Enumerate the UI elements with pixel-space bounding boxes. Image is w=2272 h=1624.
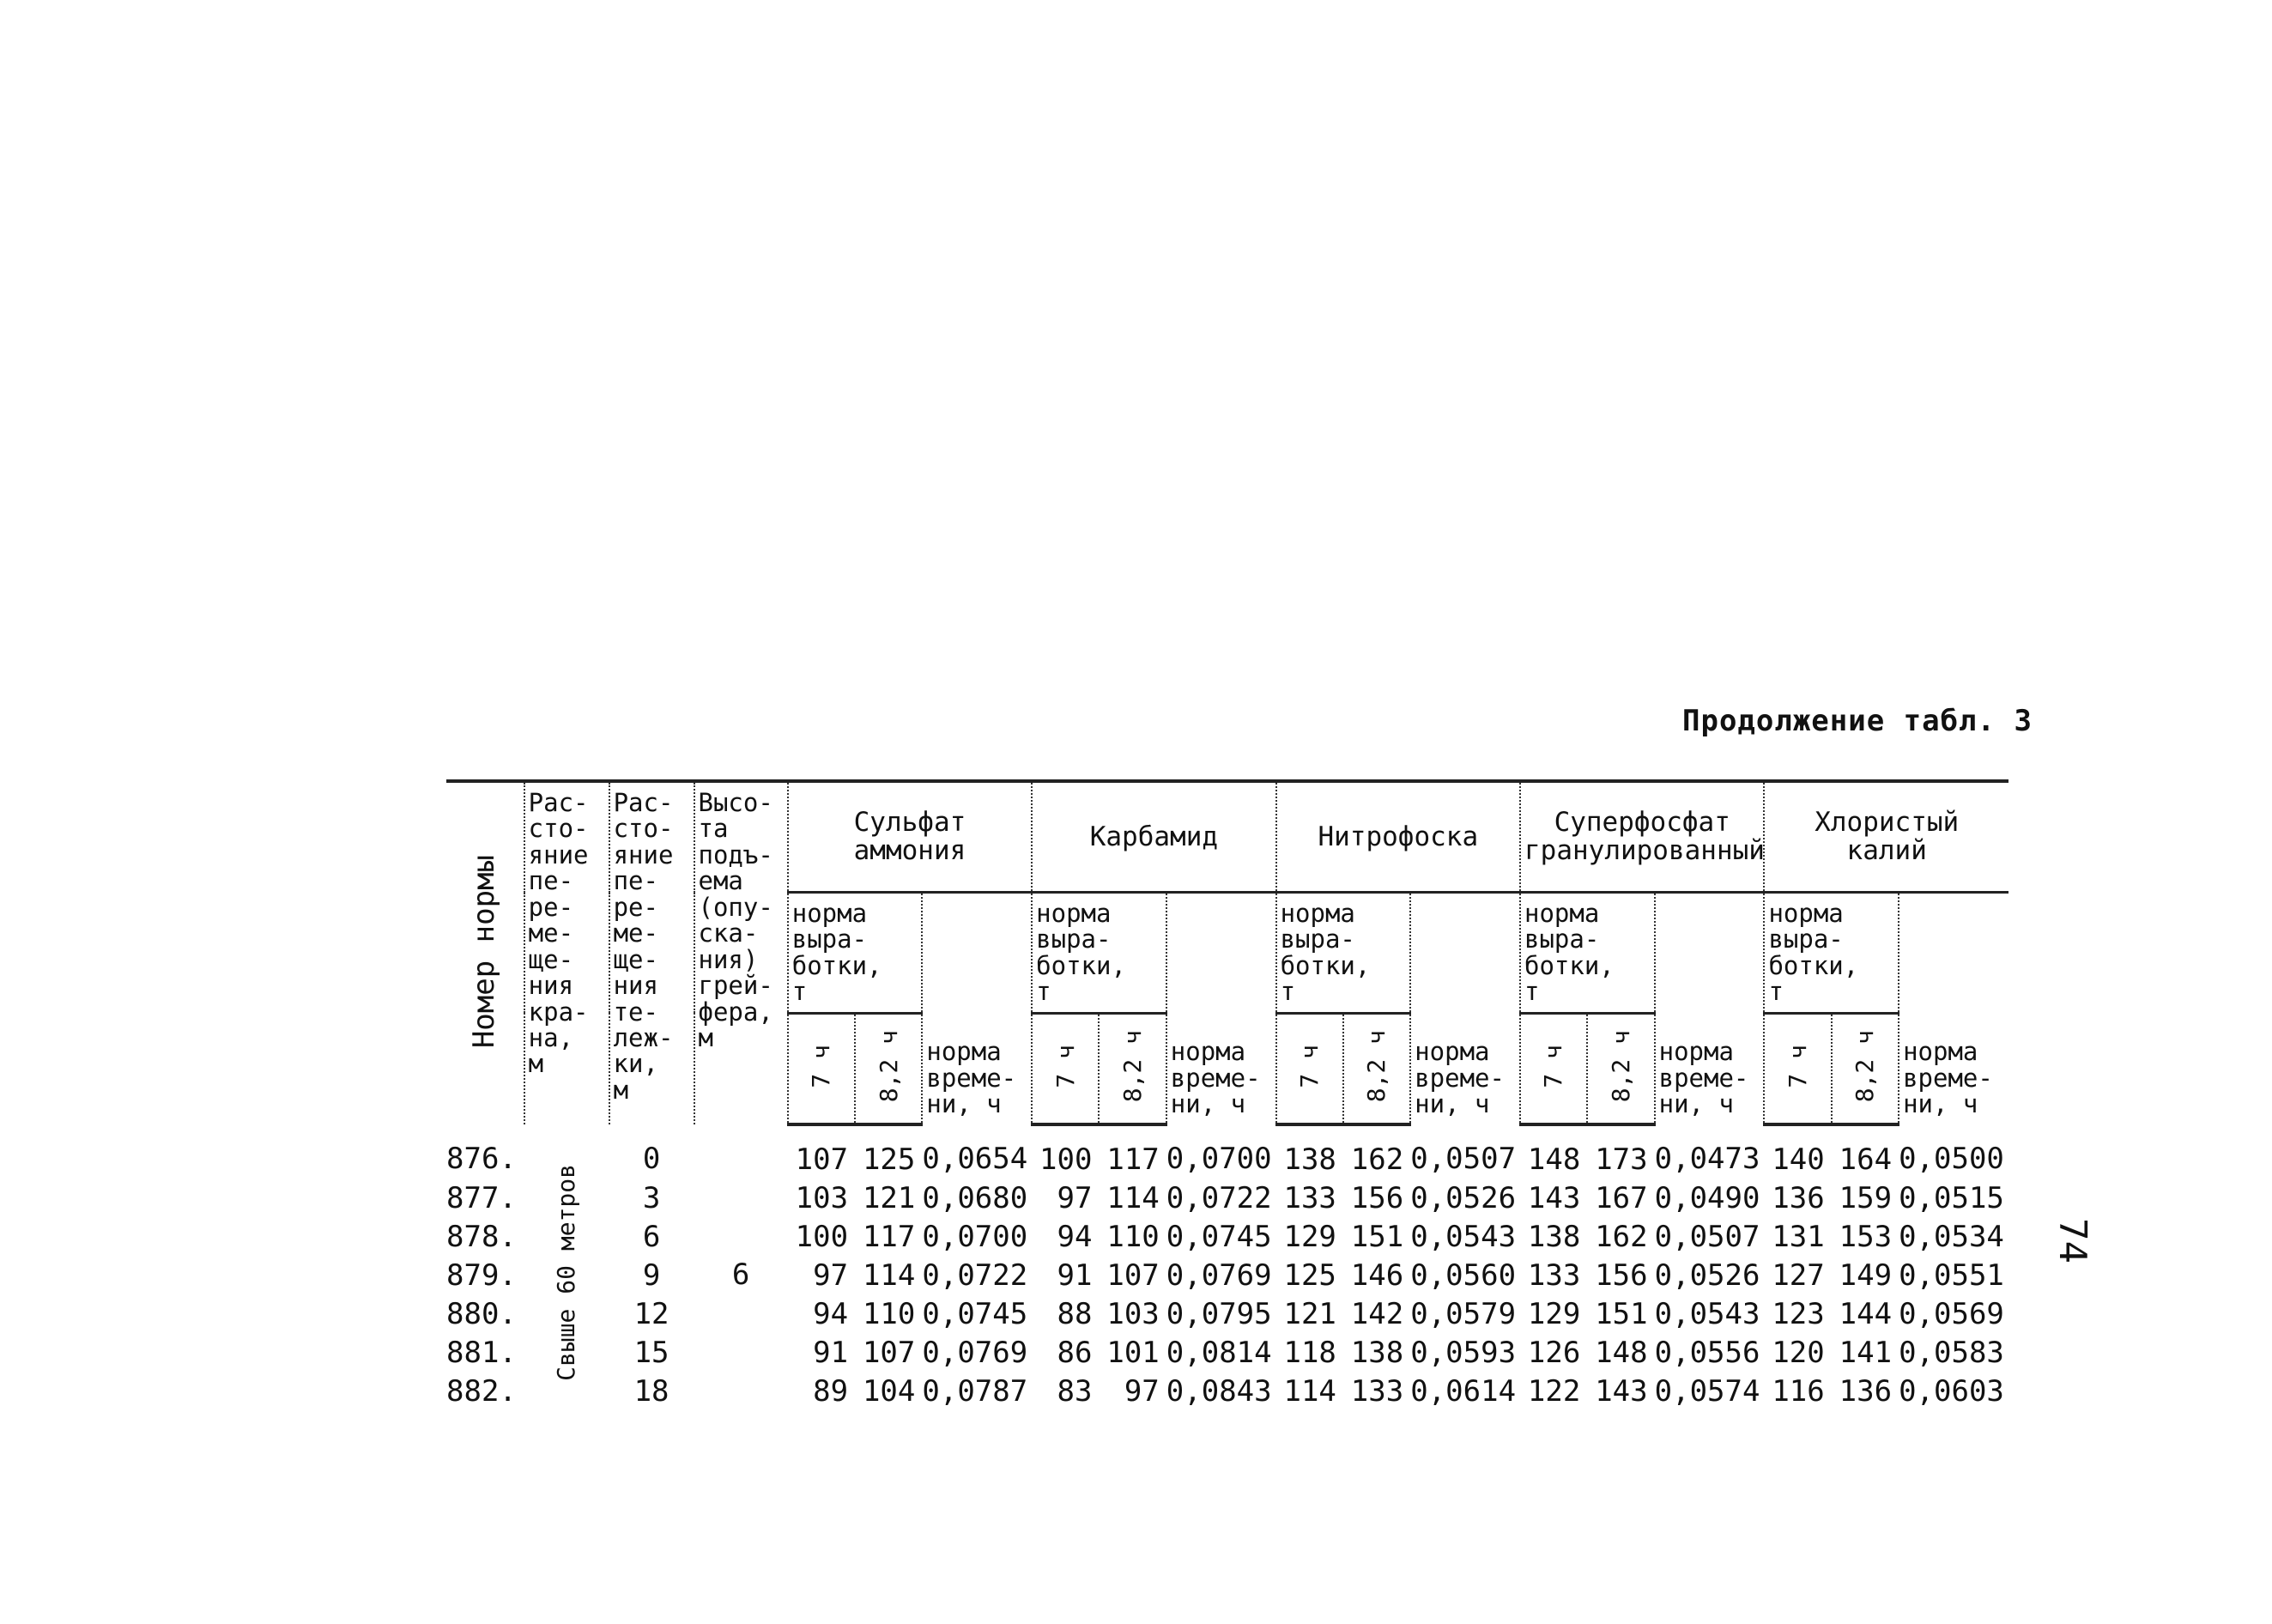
grab-height-merged-cell: 6 bbox=[731, 1257, 750, 1293]
value-cell: 0,0534 bbox=[1899, 1220, 2004, 1255]
norm-number-cell: 879. bbox=[446, 1258, 517, 1294]
page-number: 74 bbox=[2050, 1218, 2094, 1263]
subheader-time-norm: норма време- ни, ч bbox=[922, 893, 1032, 1124]
value-cell: 117 bbox=[862, 1220, 916, 1255]
value-cell: 149 bbox=[1839, 1258, 1893, 1294]
table-header bbox=[446, 781, 2008, 1124]
table-row bbox=[446, 1296, 2008, 1335]
value-cell: 162 bbox=[1350, 1142, 1404, 1178]
value-cell: 97 bbox=[1124, 1374, 1160, 1409]
value-cell: 164 bbox=[1839, 1142, 1893, 1178]
value-cell: 0,0500 bbox=[1899, 1142, 2004, 1177]
value-cell: 123 bbox=[1772, 1297, 1825, 1332]
subheader-shift-8-2h: 8,2 ч bbox=[855, 1013, 922, 1124]
value-cell: 133 bbox=[1350, 1374, 1404, 1409]
value-cell: 126 bbox=[1527, 1336, 1581, 1371]
value-cell: 0,0583 bbox=[1899, 1336, 2004, 1371]
value-cell: 83 bbox=[1057, 1374, 1093, 1409]
value-cell: 0,0526 bbox=[1410, 1181, 1517, 1216]
value-cell: 151 bbox=[1595, 1297, 1648, 1332]
table-row bbox=[446, 1373, 2008, 1412]
value-cell: 114 bbox=[1106, 1181, 1160, 1216]
value-cell: 136 bbox=[1772, 1181, 1825, 1216]
subheader-time-norm: норма време- ни, ч bbox=[1655, 893, 1765, 1124]
value-cell: 107 bbox=[795, 1142, 849, 1178]
trolley-distance-cell: 3 bbox=[642, 1181, 661, 1216]
subheader-productivity: норма выра- ботки, т bbox=[788, 893, 923, 1014]
value-cell: 89 bbox=[813, 1374, 849, 1409]
subheader-time-norm: норма време- ни, ч bbox=[1899, 893, 2008, 1124]
trolley-distance-cell: 0 bbox=[642, 1142, 661, 1177]
value-cell: 0,0769 bbox=[922, 1336, 1028, 1371]
subheader-time-norm: норма време- ни, ч bbox=[1410, 893, 1520, 1124]
subheader-productivity: норма выра- ботки, т bbox=[1764, 893, 1899, 1014]
trolley-distance-cell: 12 bbox=[633, 1297, 669, 1332]
table-row bbox=[446, 1124, 2008, 1180]
table-row bbox=[446, 1180, 2008, 1219]
value-cell: 138 bbox=[1283, 1142, 1336, 1178]
value-cell: 0,0654 bbox=[922, 1142, 1028, 1177]
value-cell: 140 bbox=[1772, 1142, 1825, 1178]
value-cell: 146 bbox=[1350, 1258, 1404, 1294]
group-nitrophoska: Нитрофоска bbox=[1276, 781, 1520, 893]
trolley-distance-cell: 18 bbox=[633, 1374, 669, 1409]
value-cell: 0,0507 bbox=[1654, 1220, 1760, 1255]
value-cell: 122 bbox=[1527, 1374, 1581, 1409]
value-cell: 121 bbox=[862, 1181, 916, 1216]
value-cell: 148 bbox=[1527, 1142, 1581, 1178]
subheader-shift-8-2h: 8,2 ч bbox=[1343, 1013, 1410, 1124]
value-cell: 121 bbox=[1283, 1297, 1336, 1332]
subheader-shift-8-2h: 8,2 ч bbox=[1587, 1013, 1654, 1124]
value-cell: 0,0543 bbox=[1654, 1297, 1760, 1332]
group-potassium-chloride: Хлористый калий bbox=[1764, 781, 2008, 893]
value-cell: 167 bbox=[1595, 1181, 1648, 1216]
value-cell: 94 bbox=[1057, 1220, 1093, 1255]
value-cell: 0,0507 bbox=[1410, 1142, 1517, 1177]
value-cell: 173 bbox=[1595, 1142, 1648, 1178]
value-cell: 104 bbox=[862, 1374, 916, 1409]
value-cell: 88 bbox=[1057, 1297, 1093, 1332]
group-superphosphate: Суперфосфат гранулированный bbox=[1520, 781, 1764, 893]
value-cell: 91 bbox=[813, 1336, 849, 1371]
value-cell: 107 bbox=[862, 1336, 916, 1371]
value-cell: 0,0614 bbox=[1410, 1374, 1517, 1409]
group-ammonium-sulfate: Сульфат аммония bbox=[788, 781, 1032, 893]
value-cell: 156 bbox=[1595, 1258, 1648, 1294]
value-cell: 114 bbox=[1283, 1374, 1336, 1409]
value-cell: 110 bbox=[862, 1297, 916, 1332]
value-cell: 148 bbox=[1595, 1336, 1648, 1371]
value-cell: 0,0551 bbox=[1899, 1258, 2004, 1294]
value-cell: 0,0603 bbox=[1899, 1374, 2004, 1409]
value-cell: 100 bbox=[1039, 1142, 1093, 1178]
subheader-productivity: норма выра- ботки, т bbox=[1520, 893, 1655, 1014]
value-cell: 0,0843 bbox=[1166, 1374, 1272, 1409]
value-cell: 138 bbox=[1527, 1220, 1581, 1255]
value-cell: 0,0769 bbox=[1166, 1258, 1272, 1294]
subheader-time-norm: норма време- ни, ч bbox=[1166, 893, 1276, 1124]
trolley-distance-cell: 15 bbox=[633, 1336, 669, 1371]
value-cell: 151 bbox=[1350, 1220, 1404, 1255]
value-cell: 142 bbox=[1350, 1297, 1404, 1332]
value-cell: 141 bbox=[1839, 1336, 1893, 1371]
value-cell: 0,0722 bbox=[922, 1258, 1028, 1294]
subheader-shift-8-2h: 8,2 ч bbox=[1099, 1013, 1166, 1124]
value-cell: 133 bbox=[1283, 1181, 1336, 1216]
value-cell: 91 bbox=[1057, 1258, 1093, 1294]
trolley-distance-cell: 6 bbox=[642, 1220, 661, 1255]
value-cell: 0,0560 bbox=[1410, 1258, 1517, 1294]
value-cell: 0,0579 bbox=[1410, 1297, 1517, 1332]
value-cell: 153 bbox=[1839, 1220, 1893, 1255]
value-cell: 0,0814 bbox=[1166, 1336, 1272, 1371]
subheader-shift-7h: 7 ч bbox=[1032, 1013, 1099, 1124]
value-cell: 100 bbox=[795, 1220, 849, 1255]
value-cell: 127 bbox=[1772, 1258, 1825, 1294]
crane-distance-label: Свыше 60 метров bbox=[552, 1163, 581, 1381]
value-cell: 136 bbox=[1839, 1374, 1893, 1409]
header-grab-height: Высо- та подъ- ема (опу- ска- ния) грей- фера, м bbox=[694, 781, 788, 1124]
subheader-shift-7h: 7 ч bbox=[1276, 1013, 1343, 1124]
norm-number-cell: 881. bbox=[446, 1336, 517, 1371]
value-cell: 0,0556 bbox=[1654, 1336, 1760, 1371]
value-cell: 0,0526 bbox=[1654, 1258, 1760, 1294]
norm-number-cell: 877. bbox=[446, 1181, 517, 1216]
value-cell: 129 bbox=[1527, 1297, 1581, 1332]
value-cell: 107 bbox=[1106, 1258, 1160, 1294]
value-cell: 0,0680 bbox=[922, 1181, 1028, 1216]
group-carbamide: Карбамид bbox=[1032, 781, 1275, 893]
value-cell: 138 bbox=[1350, 1336, 1404, 1371]
table-body bbox=[446, 1124, 2008, 1412]
value-cell: 129 bbox=[1283, 1220, 1336, 1255]
value-cell: 120 bbox=[1772, 1336, 1825, 1371]
norm-number-cell: 876. bbox=[446, 1142, 517, 1177]
value-cell: 0,0574 bbox=[1654, 1374, 1760, 1409]
norm-number-cell: 882. bbox=[446, 1374, 517, 1409]
value-cell: 110 bbox=[1106, 1220, 1160, 1255]
table-row bbox=[446, 1219, 2008, 1257]
value-cell: 125 bbox=[862, 1142, 916, 1178]
table-continuation-title: Продолжение табл. 3 bbox=[1682, 704, 2033, 738]
value-cell: 94 bbox=[813, 1297, 849, 1332]
trolley-distance-cell: 9 bbox=[642, 1258, 661, 1294]
value-cell: 133 bbox=[1527, 1258, 1581, 1294]
value-cell: 0,0490 bbox=[1654, 1181, 1760, 1216]
value-cell: 97 bbox=[813, 1258, 849, 1294]
norm-number-cell: 878. bbox=[446, 1220, 517, 1255]
value-cell: 125 bbox=[1283, 1258, 1336, 1294]
subheader-shift-7h: 7 ч bbox=[1520, 1013, 1587, 1124]
header-trolley-distance: Рас- сто- яние пе- ре- ме- ще- ния те- леж- ки, м bbox=[609, 781, 694, 1124]
crane-distance-merged-cell bbox=[524, 1124, 609, 1412]
subheader-shift-8-2h: 8,2 ч bbox=[1832, 1013, 1899, 1124]
value-cell: 86 bbox=[1057, 1336, 1093, 1371]
value-cell: 114 bbox=[862, 1258, 916, 1294]
value-cell: 103 bbox=[795, 1181, 849, 1216]
value-cell: 0,0543 bbox=[1410, 1220, 1517, 1255]
value-cell: 159 bbox=[1839, 1181, 1893, 1216]
table-row bbox=[446, 1257, 2008, 1296]
value-cell: 117 bbox=[1106, 1142, 1160, 1178]
value-cell: 0,0515 bbox=[1899, 1181, 2004, 1216]
subheader-shift-7h: 7 ч bbox=[1764, 1013, 1831, 1124]
subheader-productivity: норма выра- ботки, т bbox=[1276, 893, 1411, 1014]
value-cell: 0,0745 bbox=[1166, 1220, 1272, 1255]
value-cell: 0,0700 bbox=[1166, 1142, 1272, 1177]
value-cell: 116 bbox=[1772, 1374, 1825, 1409]
value-cell: 144 bbox=[1839, 1297, 1893, 1332]
value-cell: 0,0700 bbox=[922, 1220, 1028, 1255]
subheader-shift-7h: 7 ч bbox=[788, 1013, 855, 1124]
header-crane-distance: Рас- сто- яние пе- ре- ме- ще- ния кра- на, м bbox=[524, 781, 609, 1124]
value-cell: 0,0722 bbox=[1166, 1181, 1272, 1216]
fertilizer-norms-table bbox=[446, 779, 2008, 1412]
value-cell: 0,0473 bbox=[1654, 1142, 1760, 1177]
value-cell: 0,0787 bbox=[922, 1374, 1028, 1409]
value-cell: 101 bbox=[1106, 1336, 1160, 1371]
norm-number-cell: 880. bbox=[446, 1297, 517, 1332]
value-cell: 143 bbox=[1595, 1374, 1648, 1409]
value-cell: 131 bbox=[1772, 1220, 1825, 1255]
value-cell: 0,0745 bbox=[922, 1297, 1028, 1332]
value-cell: 97 bbox=[1057, 1181, 1093, 1216]
value-cell: 156 bbox=[1350, 1181, 1404, 1216]
header-norm-number: Номер нормы bbox=[446, 781, 524, 1124]
value-cell: 143 bbox=[1527, 1181, 1581, 1216]
value-cell: 0,0593 bbox=[1410, 1336, 1517, 1371]
table-row bbox=[446, 1335, 2008, 1373]
value-cell: 118 bbox=[1283, 1336, 1336, 1371]
value-cell: 0,0795 bbox=[1166, 1297, 1272, 1332]
value-cell: 103 bbox=[1106, 1297, 1160, 1332]
subheader-productivity: норма выра- ботки, т bbox=[1032, 893, 1166, 1014]
value-cell: 162 bbox=[1595, 1220, 1648, 1255]
value-cell: 0,0569 bbox=[1899, 1297, 2004, 1332]
